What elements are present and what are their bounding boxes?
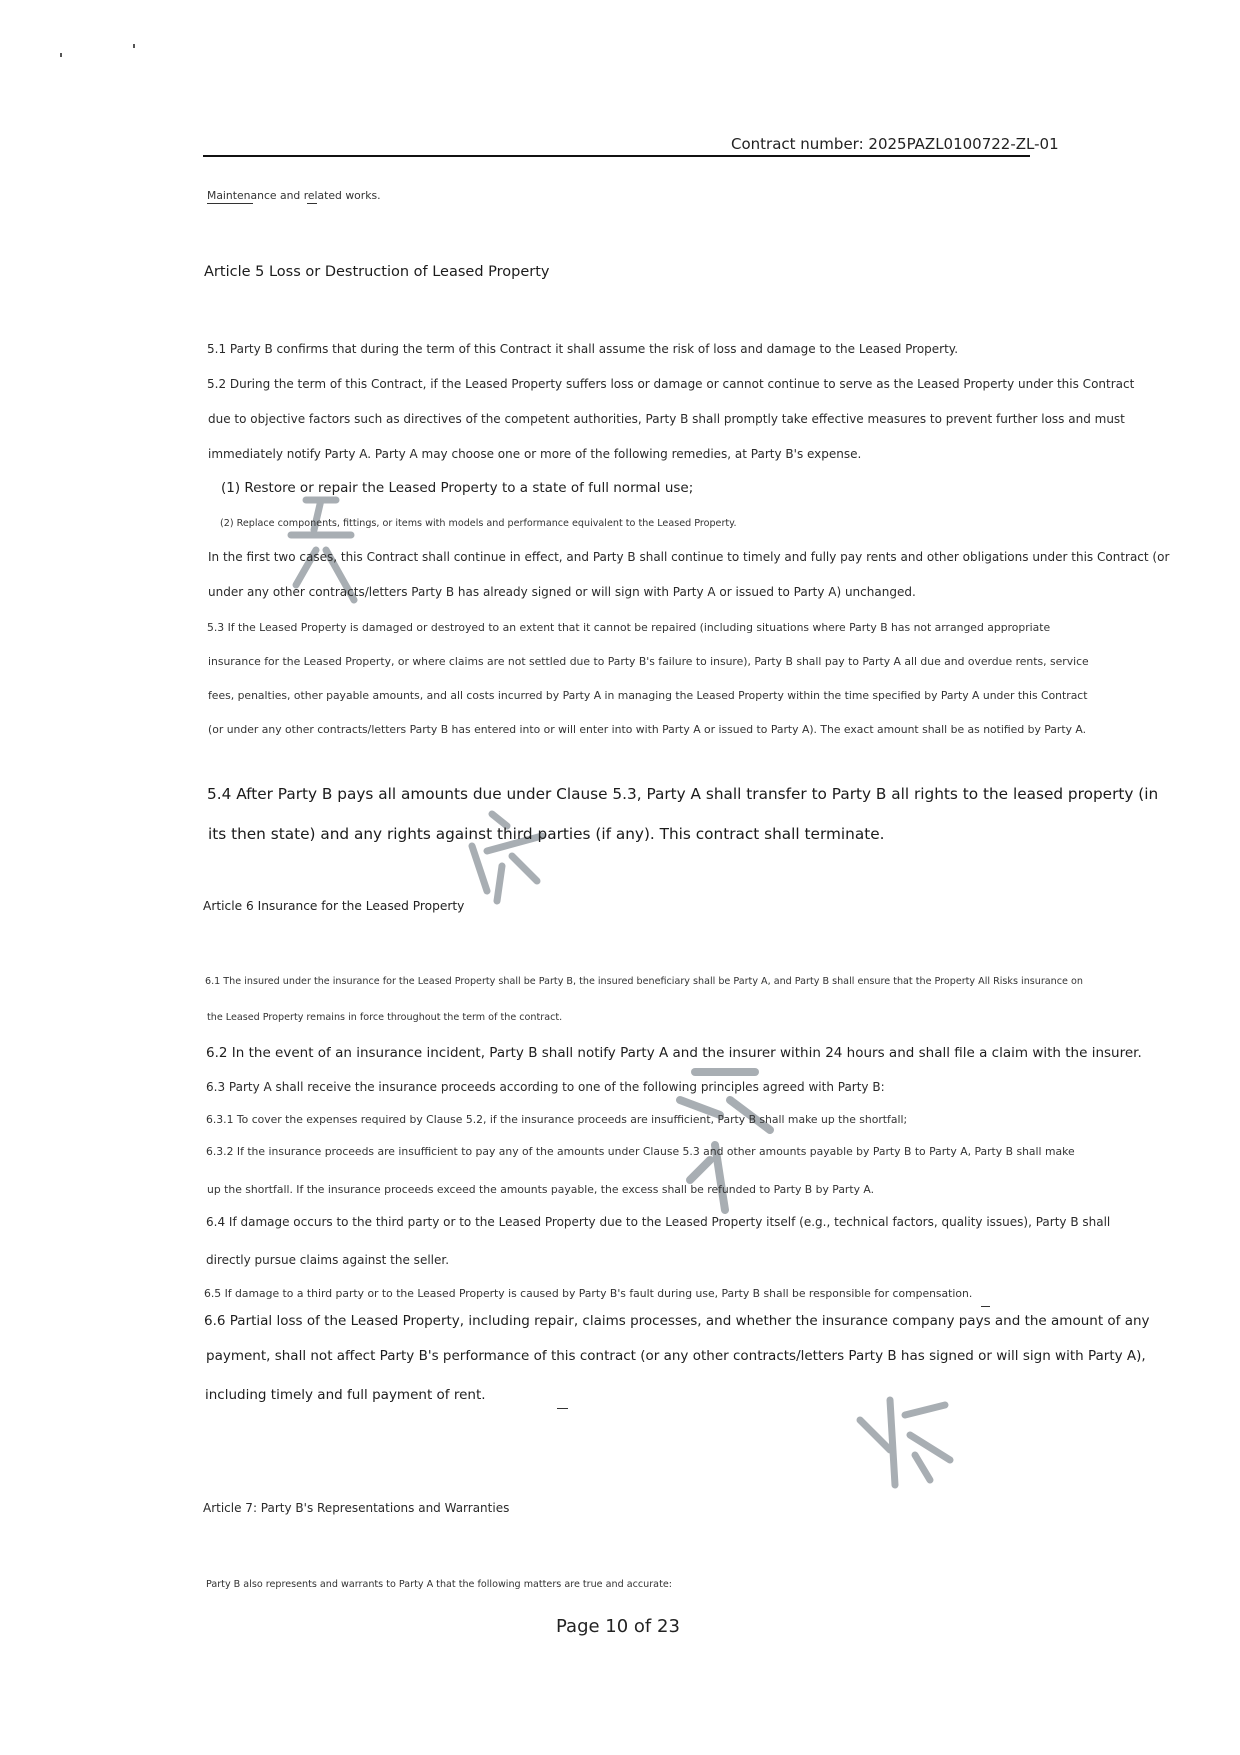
clause-5-2-line-3: immediately notify Party A. Party A may choose one or more of the following remedies, at Party B's expense. — [208, 447, 862, 461]
watermark-stroke-2 — [452, 806, 562, 906]
remedy-1: (1) Restore or repair the Leased Property to a state of full normal use; — [221, 480, 694, 496]
article-5-heading: Article 5 Loss or Destruction of Leased Property — [204, 264, 550, 280]
clause-6-6-line-2: payment, shall not affect Party B's performance of this contract (or any other contracts/letters Party B has signed or will sign with Party A), — [206, 1348, 1146, 1364]
clause-6-3-1: 6.3.1 To cover the expenses required by Clause 5.2, if the insurance proceeds are insufficient, Party B shall make up the shortfall; — [206, 1113, 908, 1126]
page-number: Page 10 of 23 — [556, 1616, 680, 1637]
watermark-stroke-4 — [850, 1390, 960, 1490]
clause-6-3-2-line-1: 6.3.2 If the insurance proceeds are insufficient to pay any of the amounts under Clause 5.3 and other amounts payable by Party B to Party A, Party B shall make — [206, 1145, 1075, 1158]
article-6-heading: Article 6 Insurance for the Leased Property — [203, 899, 465, 913]
header-rule — [203, 155, 1030, 157]
clause-5-3-line-1: 5.3 If the Leased Property is damaged or destroyed to an extent that it cannot be repaired (including situations where Party B has not arranged appropriate — [207, 621, 1051, 634]
clause-5-2-line-2: due to objective factors such as directives of the competent authorities, Party B shall promptly take effective measures to prevent further loss and must — [208, 412, 1125, 426]
clause-6-6-line-3: including timely and full payment of rent. — [205, 1387, 486, 1403]
remedy-2: (2) Replace components, fittings, or items with models and performance equivalent to the Leased Property. — [220, 518, 737, 529]
article-7-heading: Article 7: Party B's Representations and Warranties — [203, 1501, 510, 1515]
article-7-intro: Party B also represents and warrants to Party A that the following matters are true and accurate: — [206, 1579, 672, 1590]
clause-5-2-continuation-1: In the first two cases, this Contract shall continue in effect, and Party B shall continue to timely and fully pay rents and other obligations under this Contract (or — [208, 550, 1170, 564]
clause-5-3-line-2: insurance for the Leased Property, or where claims are not settled due to Party B's failure to insure), Party B shall pay to Party A all due and overdue rents, service — [208, 655, 1089, 668]
clause-6-4-line-1: 6.4 If damage occurs to the third party or to the Leased Property due to the Leased Property itself (e.g., technical factors, quality issues), Party B shall — [206, 1215, 1111, 1229]
underline-mark — [207, 203, 253, 204]
clause-6-1-line-2: the Leased Property remains in force throughout the term of the contract. — [207, 1012, 563, 1023]
underline-mark — [307, 203, 317, 204]
clause-5-2-continuation-2: under any other contracts/letters Party B has already signed or will sign with Party A or issued to Party A) unchanged. — [208, 585, 916, 599]
scan-speck — [60, 53, 62, 57]
clause-6-5: 6.5 If damage to a third party or to the Leased Property is caused by Party B's fault during use, Party B shall be responsible for compensation. — [204, 1287, 973, 1300]
clause-6-3: 6.3 Party A shall receive the insurance proceeds according to one of the following principles agreed with Party B: — [206, 1080, 885, 1094]
clause-6-2: 6.2 In the event of an insurance incident, Party B shall notify Party A and the insurer within 24 hours and shall file a claim with the insurer. — [206, 1045, 1142, 1061]
clause-5-3-line-3: fees, penalties, other payable amounts, and all costs incurred by Party A in managing the Leased Property within the time specified by Party A under this Contract — [208, 689, 1088, 702]
intro-line: Maintenance and related works. — [207, 189, 381, 202]
clause-5-2-line-1: 5.2 During the term of this Contract, if the Leased Property suffers loss or damage or cannot continue to serve as the Leased Property under this Contract — [207, 377, 1135, 391]
underline-mark — [981, 1306, 990, 1307]
scan-speck — [133, 44, 135, 48]
clause-6-3-2-line-2: up the shortfall. If the insurance proceeds exceed the amounts payable, the excess shall be refunded to Party B by Party A. — [207, 1183, 875, 1196]
clause-5-1: 5.1 Party B confirms that during the term of this Contract it shall assume the risk of loss and damage to the Leased Property. — [207, 342, 959, 356]
contract-number: Contract number: 2025PAZL0100722-ZL-01 — [731, 135, 1059, 153]
clause-6-4-line-2: directly pursue claims against the seller. — [206, 1253, 450, 1267]
underline-mark — [557, 1408, 568, 1409]
clause-5-4-line-2: its then state) and any rights against third parties (if any). This contract shall terminate. — [208, 825, 885, 843]
clause-6-1-line-1: 6.1 The insured under the insurance for the Leased Property shall be Party B, the insured beneficiary shall be Party A, and Party B shall ensure that the Property All Risks insurance on — [205, 976, 1083, 987]
clause-6-6-line-1: 6.6 Partial loss of the Leased Property, including repair, claims processes, and whether the insurance company pays and the amount of any — [204, 1313, 1150, 1329]
clause-5-4-line-1: 5.4 After Party B pays all amounts due under Clause 5.3, Party A shall transfer to Party B all rights to the leased property (in — [207, 785, 1159, 803]
clause-5-3-line-4: (or under any other contracts/letters Party B has entered into or will enter into with Party A or issued to Party A). The exact amount shall be as notified by Party A. — [208, 723, 1087, 736]
